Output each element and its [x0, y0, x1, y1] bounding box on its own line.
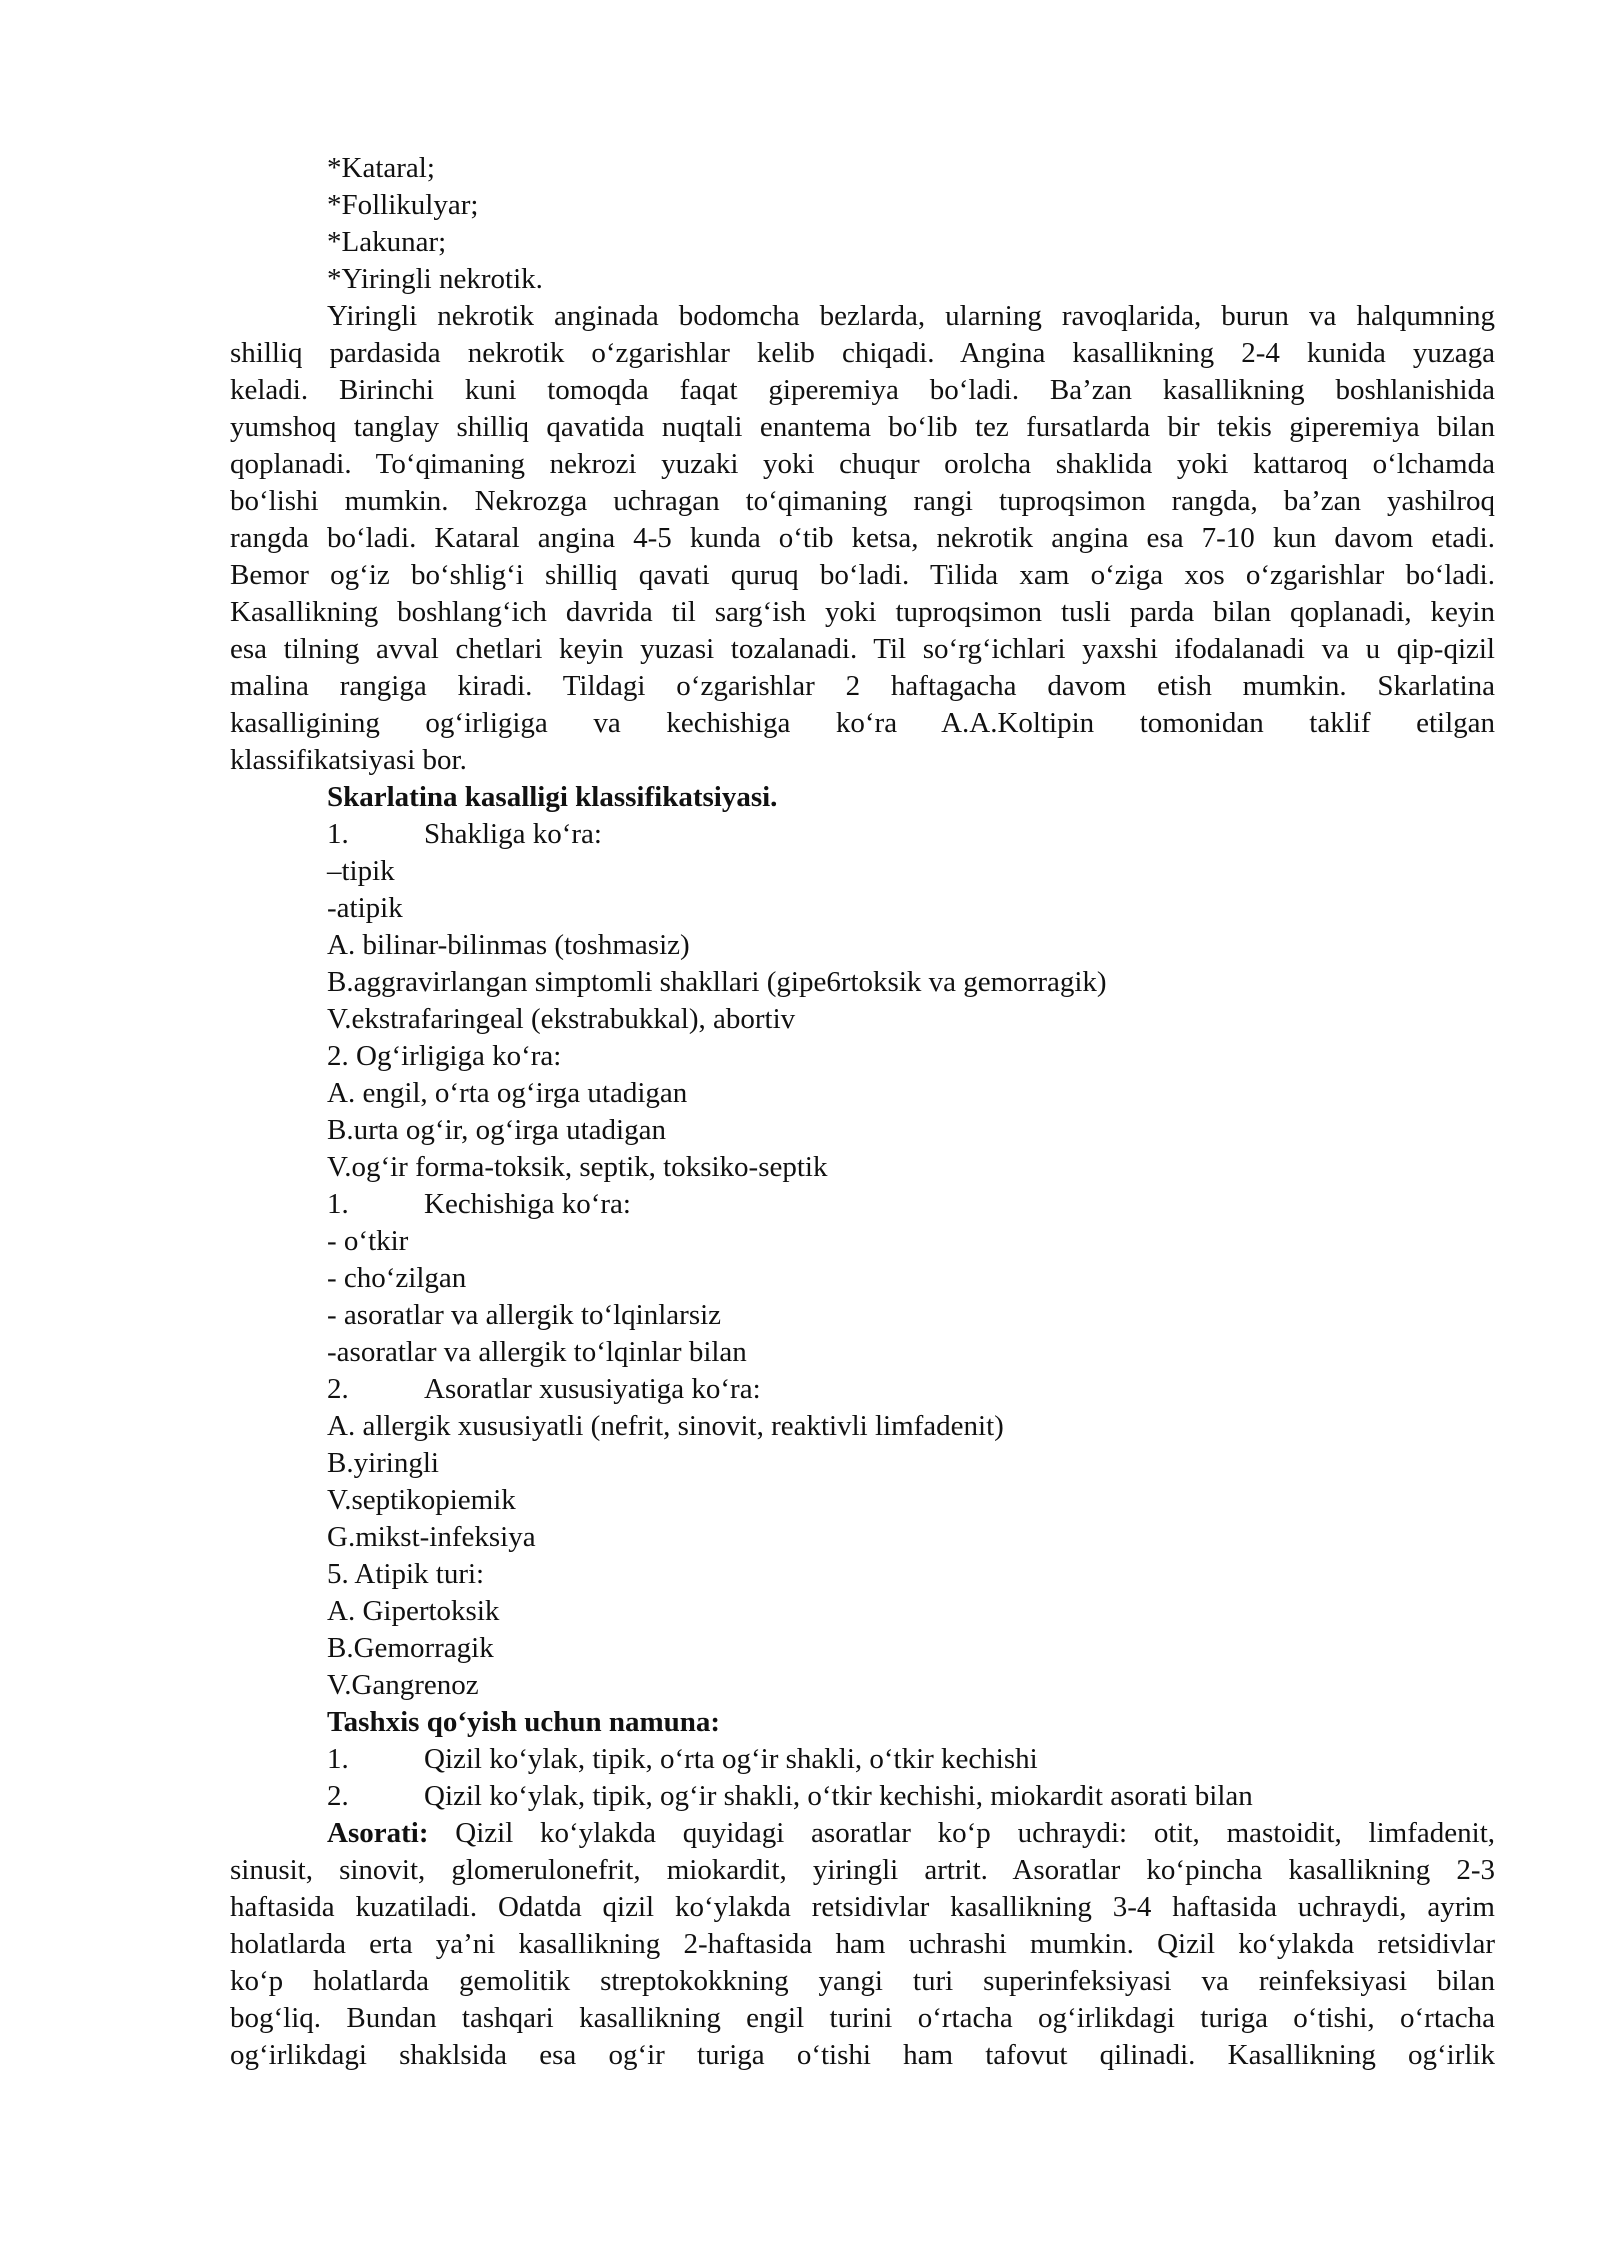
item-text: Qizil ko‘ylak, tipik, o‘rta og‘ir shakli, o‘tkir kechishi [424, 1743, 1038, 1775]
list-item: B.Gemorragik [327, 1632, 494, 1664]
paragraph-line: keladi. Birinchi kuni tomoqda faqat giperemiya bo‘ladi. Ba’zan kasallikning boshlanishida [230, 374, 1495, 406]
list-item: - o‘tkir [327, 1225, 409, 1257]
list-item: V.Gangrenoz [327, 1669, 479, 1701]
list-item: V.ekstrafaringeal (ekstrabukkal), abortiv [327, 1003, 796, 1035]
angina-types-list [230, 150, 1495, 298]
list-item: - cho‘zilgan [327, 1262, 467, 1294]
paragraph-line: holatlarda erta ya’ni kasallikning 2-haftasida ham uchrashi mumkin. Qizil ko‘ylakda retsidivlar [230, 1928, 1495, 1960]
paragraph-line: bog‘liq. Bundan tashqari kasallikning engil turini o‘rtacha og‘irlikdagi turiga o‘tishi, o‘rtacha [230, 2002, 1495, 2034]
list-item: *Lakunar; [327, 226, 447, 258]
diagnosis-example-list [230, 1741, 1495, 1815]
list-item: 2. Og‘irligiga ko‘ra: [327, 1040, 562, 1072]
list-item [230, 1741, 1495, 1778]
item-text: Asoratlar xususiyatiga ko‘ra: [424, 1373, 761, 1405]
list-item: A. Gipertoksik [327, 1595, 500, 1627]
paragraph-line: Kasallikning boshlang‘ich davrida til sarg‘ish yoki tuproqsimon tusli parda bilan qoplanadi, keyin [230, 596, 1495, 628]
item-text: Qizil ko‘ylak, tipik, og‘ir shakli, o‘tkir kechishi, miokardit asorati bilan [424, 1780, 1253, 1812]
list-item: A. bilinar-bilinmas (toshmasiz) [327, 929, 690, 961]
list-item: -atipik [327, 892, 403, 924]
list-item: 5. Atipik turi: [327, 1558, 485, 1590]
list-item: V.og‘ir forma-toksik, septik, toksiko-septik [327, 1151, 828, 1183]
list-item: B.yiringli [327, 1447, 439, 1479]
list-item: G.mikst-infeksiya [327, 1521, 536, 1553]
item-number: 1. [327, 1743, 349, 1775]
paragraph-line: malina rangiga kiradi. Tildagi o‘zgarishlar 2 haftagacha davom etish mumkin. Skarlatina [230, 670, 1495, 702]
paragraph-line: kasalligining og‘irligiga va kechishiga ko‘ra A.A.Koltipin tomonidan taklif etilgan [230, 707, 1495, 739]
list-item: *Kataral; [327, 152, 435, 184]
classification-list [230, 816, 1495, 1704]
item-number: 2. [327, 1780, 349, 1812]
paragraph-complications [230, 1815, 1495, 2074]
paragraph-line: bo‘lishi mumkin. Nekrozga uchragan to‘qimaning rangi tuproqsimon rangda, ba’zan yashilroq [230, 485, 1495, 517]
item-text: Shakliga ko‘ra: [424, 818, 602, 850]
list-item: A. allergik xususiyatli (nefrit, sinovit, reaktivli limfadenit) [327, 1410, 1004, 1442]
paragraph-line: klassifikatsiyasi bor. [230, 744, 467, 776]
list-item: A. engil, o‘rta og‘irga utadigan [327, 1077, 688, 1109]
document-page [230, 150, 1495, 2074]
list-item [230, 1778, 1495, 1815]
paragraph-line: ko‘p holatlarda gemolitik streptokokkning yangi turi superinfeksiyasi va reinfeksiyasi bilan [230, 1965, 1495, 1997]
paragraph-line: shilliq pardasida nekrotik o‘zgarishlar kelib chiqadi. Angina kasallikning 2-4 kunida yuzaga [230, 337, 1495, 369]
item-number: 1. [327, 1188, 349, 1220]
paragraph-line: yumshoq tanglay shilliq qavatida nuqtali enantema bo‘lib tez fursatlarda bir tekis giperemiya bilan [230, 411, 1495, 443]
paragraph-necrotic-angina [230, 298, 1495, 779]
list-item: - asoratlar va allergik to‘lqinlarsiz [327, 1299, 722, 1331]
list-item [230, 816, 1495, 853]
list-item: *Follikulyar; [327, 189, 479, 221]
list-item: –tipik [327, 855, 395, 887]
item-number: 2. [327, 1373, 349, 1405]
paragraph-line: qoplanadi. To‘qimaning nekrozi yuzaki yoki chuqur orolcha shaklida yoki kattaroq o‘lchamda [230, 448, 1495, 480]
paragraph-line: rangda bo‘ladi. Kataral angina 4-5 kunda o‘tib ketsa, nekrotik angina esa 7-10 kun davom etadi. [230, 522, 1495, 554]
paragraph-line: Bemor og‘iz bo‘shlig‘i shilliq qavati quruq bo‘ladi. Tilida xam o‘ziga xos o‘zgarishlar bo‘ladi. [230, 559, 1495, 591]
list-item: V.septikopiemik [327, 1484, 516, 1516]
paragraph-text: Qizil ko‘ylakda quyidagi asoratlar ko‘p uchraydi: otit, mastoidit, limfadenit, [428, 1817, 1495, 1849]
list-item: *Yiringli nekrotik. [327, 263, 543, 295]
paragraph-line [230, 1815, 1495, 1852]
classification-heading: Skarlatina kasalligi klassifikatsiyasi. [327, 781, 778, 813]
paragraph-line: esa tilning avval chetlari keyin yuzasi tozalanadi. Til so‘rg‘ichlari yaxshi ifodalanadi va u qip-qizil [230, 633, 1495, 665]
list-item [230, 1186, 1495, 1223]
diagnosis-example-heading: Tashxis qo‘yish uchun namuna: [327, 1706, 721, 1738]
list-item [230, 1371, 1495, 1408]
list-item: -asoratlar va allergik to‘lqinlar bilan [327, 1336, 747, 1368]
paragraph-line: Yiringli nekrotik anginada bodomcha bezlarda, ularning ravoqlarida, burun va halqumning [327, 300, 1495, 332]
list-item: B.aggravirlangan simptomli shakllari (gipe6rtoksik va gemorragik) [327, 966, 1107, 998]
complications-label: Asorati: [327, 1817, 429, 1849]
list-item: B.urta og‘ir, og‘irga utadigan [327, 1114, 666, 1146]
paragraph-line: sinusit, sinovit, glomerulonefrit, miokardit, yiringli artrit. Asoratlar ko‘pincha kasallikning 2-3 [230, 1854, 1495, 1886]
paragraph-line: haftasida kuzatiladi. Odatda qizil ko‘ylakda retsidivlar kasallikning 3-4 haftasida uchraydi, ayrim [230, 1891, 1495, 1923]
item-text: Kechishiga ko‘ra: [424, 1188, 631, 1220]
paragraph-line: og‘irlikdagi shaklsida esa og‘ir turiga o‘tishi ham tafovut qilinadi. Kasallikning og‘irlik [230, 2039, 1495, 2071]
item-number: 1. [327, 818, 349, 850]
